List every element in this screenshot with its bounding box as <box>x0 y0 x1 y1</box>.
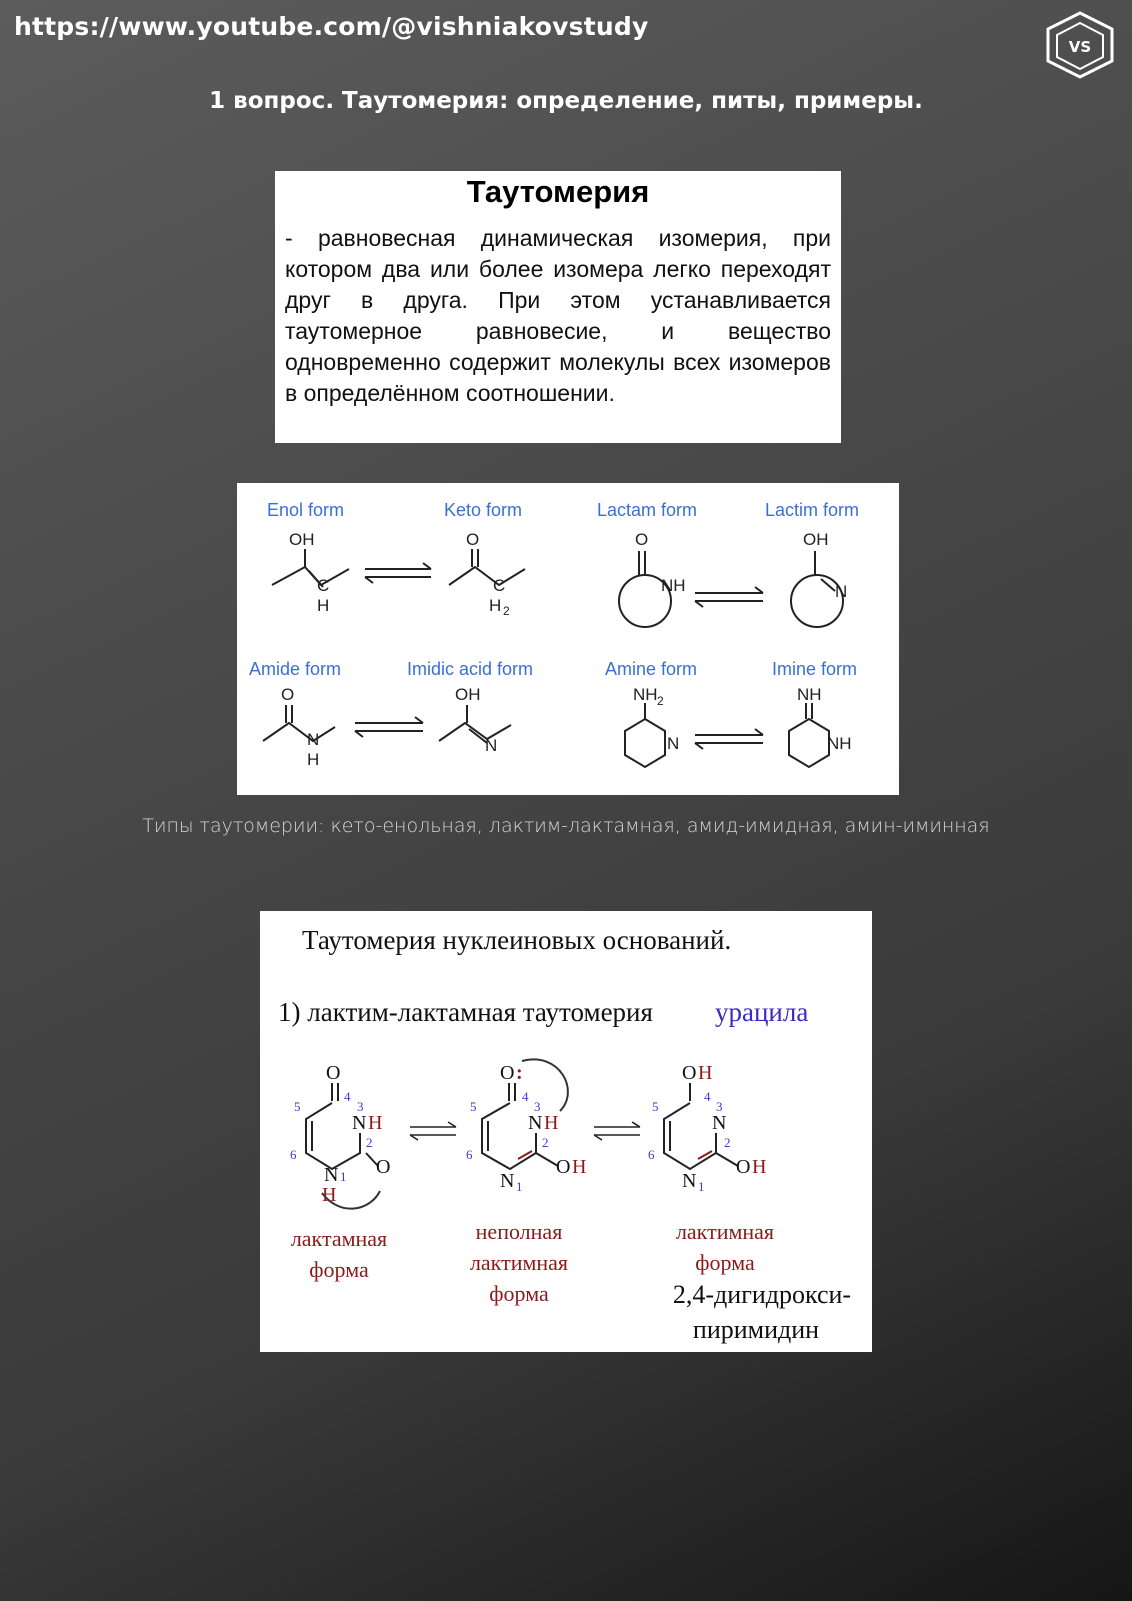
svg-text:OH: OH <box>455 685 481 704</box>
svg-text:H: H <box>752 1156 767 1178</box>
uracil-highlight: урацила <box>715 997 809 1027</box>
svg-text:2: 2 <box>542 1135 549 1150</box>
svg-text:2: 2 <box>503 604 510 618</box>
compound-name <box>673 1280 851 1344</box>
svg-text:1: 1 <box>516 1179 523 1194</box>
svg-text:O: O <box>466 530 480 549</box>
svg-text:6: 6 <box>648 1147 655 1162</box>
svg-text:N: N <box>485 736 498 755</box>
uracil-equilibrium-arrows <box>410 1122 640 1140</box>
svg-text:4: 4 <box>704 1089 711 1104</box>
svg-text:N: N <box>835 582 848 601</box>
uracil-title: Таутомерия нуклеиновых оснований. <box>302 925 732 955</box>
svg-text:N: N <box>352 1112 367 1134</box>
svg-text:H: H <box>307 750 320 769</box>
figure-caption: Типы таутомерии: кето-енольная, лактим-лактамная, амид-имидная, амин-иминная <box>142 815 990 837</box>
svg-text:6: 6 <box>290 1147 297 1162</box>
svg-text:1: 1 <box>340 1169 347 1184</box>
svg-text:5: 5 <box>470 1099 477 1114</box>
svg-text:O: O <box>635 530 649 549</box>
svg-text:N: N <box>324 1164 339 1186</box>
svg-text:2: 2 <box>724 1135 731 1150</box>
svg-text:N: N <box>500 1170 515 1192</box>
svg-text:NH: NH <box>827 734 852 753</box>
svg-text:O: O <box>326 1062 341 1084</box>
svg-text:O: O <box>556 1156 571 1178</box>
svg-text:6: 6 <box>466 1147 473 1162</box>
svg-text:N: N <box>307 730 320 749</box>
svg-text:3: 3 <box>534 1099 541 1114</box>
uracil-subtitle: 1) лактим-лактамная таутомерия <box>278 997 653 1027</box>
svg-text:4: 4 <box>344 1089 351 1104</box>
svg-text:H: H <box>322 1184 337 1206</box>
svg-text:H: H <box>544 1112 559 1134</box>
svg-text:C: C <box>493 576 506 595</box>
svg-text:неполная: неполная <box>475 1219 563 1244</box>
svg-text:лактимная: лактимная <box>469 1250 569 1275</box>
svg-text:NH: NH <box>797 685 822 704</box>
svg-text:2,4-дигидрокси-: 2,4-дигидрокси- <box>672 1280 852 1309</box>
svg-text:N: N <box>528 1112 543 1134</box>
label-enol: Enol form <box>267 500 345 520</box>
svg-text:NH: NH <box>633 685 658 704</box>
svg-text:H: H <box>317 596 330 615</box>
page-heading: 1 вопрос. Таутомерия: определение, питы, примеры. <box>209 88 923 114</box>
svg-text:O: O <box>376 1156 391 1178</box>
label-imine: Imine form <box>772 659 858 679</box>
svg-text:4: 4 <box>522 1089 529 1104</box>
svg-text:пиримидин: пиримидин <box>692 1315 820 1344</box>
svg-text:H: H <box>698 1062 713 1084</box>
svg-text:OH: OH <box>289 530 315 549</box>
svg-text:H: H <box>572 1156 587 1178</box>
svg-text:5: 5 <box>652 1099 659 1114</box>
equilibrium-arrows <box>355 563 763 749</box>
svg-text:форма: форма <box>695 1250 755 1275</box>
svg-text:3: 3 <box>357 1099 364 1114</box>
svg-text:лактамная: лактамная <box>290 1226 388 1251</box>
svg-text:O: O <box>736 1156 751 1178</box>
svg-text:2: 2 <box>657 694 664 708</box>
svg-text:N: N <box>667 734 680 753</box>
uracil-tautomerism-figure <box>260 911 872 1352</box>
hexagon-vs-logo <box>1042 10 1118 80</box>
svg-text:NH: NH <box>661 576 686 595</box>
logo-text: VS <box>1068 38 1092 56</box>
svg-text:O: O <box>281 685 295 704</box>
svg-text:N: N <box>712 1112 727 1134</box>
svg-text:H: H <box>489 596 502 615</box>
definition-title: Таутомерия <box>466 174 650 209</box>
label-lactam: Lactam form <box>597 500 698 520</box>
svg-text:форма: форма <box>309 1257 369 1282</box>
svg-text:форма: форма <box>489 1281 549 1306</box>
label-imidic: Imidic acid form <box>407 659 534 679</box>
svg-text:3: 3 <box>716 1099 723 1114</box>
svg-text:лактимная: лактимная <box>675 1219 775 1244</box>
svg-text:N: N <box>682 1170 697 1192</box>
definition-text: - равновесная динамическая изомерия, при котором два или более изомера легко переходят друг в друга. При этом устанавливается таутомерное равновесие, и вещество одновременно содержит молекулы всех изомеров в определённом соотношении. <box>285 225 831 406</box>
svg-text:H: H <box>368 1112 383 1134</box>
label-amide: Amide form <box>249 659 342 679</box>
svg-text::: : <box>516 1062 523 1084</box>
label-amine: Amine form <box>605 659 698 679</box>
label-lactim: Lactim form <box>765 500 860 520</box>
svg-text:2: 2 <box>366 1135 373 1150</box>
svg-text:OH: OH <box>803 530 829 549</box>
svg-text:O: O <box>500 1062 515 1084</box>
svg-text:O: O <box>682 1062 697 1084</box>
channel-url: https://www.youtube.com/@vishniakovstudy <box>14 12 649 41</box>
tautomerism-types-figure <box>237 483 899 795</box>
svg-text:C: C <box>317 576 330 595</box>
svg-text:1: 1 <box>698 1179 705 1194</box>
definition-card <box>275 171 841 443</box>
svg-text:5: 5 <box>294 1099 301 1114</box>
label-keto: Keto form <box>444 500 523 520</box>
form-labels <box>249 500 859 679</box>
